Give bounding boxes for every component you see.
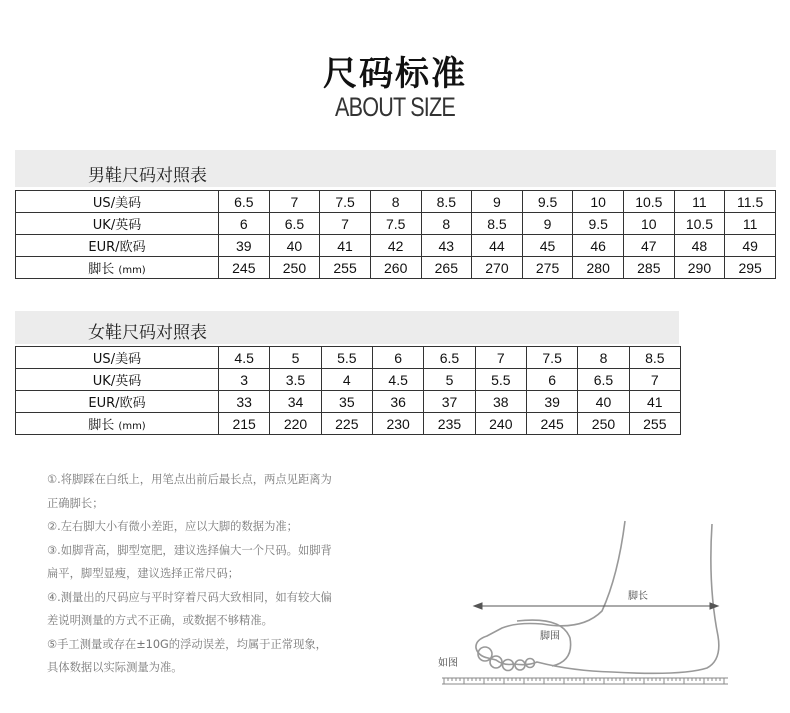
size-cell: 39 (526, 391, 577, 413)
row-header (16, 235, 219, 257)
size-cell: 270 (472, 257, 523, 279)
size-cell: 6 (526, 369, 577, 391)
size-cell: 42 (370, 235, 421, 257)
note-line: 差说明测量的方式不正确，或数据不够精准。 (47, 614, 273, 627)
size-cell: 6.5 (269, 213, 320, 235)
ruler (442, 678, 728, 684)
size-cell: 4 (321, 369, 372, 391)
row-header (16, 413, 219, 435)
size-cell: 44 (472, 235, 523, 257)
size-cell: 280 (573, 257, 624, 279)
row-header (16, 347, 219, 369)
size-cell: 7.5 (370, 213, 421, 235)
size-row (16, 347, 681, 369)
size-cell: 250 (578, 413, 629, 435)
size-cell: 7.5 (320, 191, 371, 213)
size-cell: 7 (269, 191, 320, 213)
foot-outline (476, 521, 719, 673)
size-cell: 8 (370, 191, 421, 213)
length-label: 脚长 (628, 591, 648, 602)
row-header (16, 213, 219, 235)
length-arrow (474, 603, 718, 609)
size-cell: 235 (424, 413, 475, 435)
women-size-table (15, 346, 681, 435)
size-cell: 3 (219, 369, 270, 391)
row-header-text: EUR/欧码 (88, 396, 146, 411)
size-cell: 225 (321, 413, 372, 435)
row-header (16, 369, 219, 391)
foot-measurement-diagram (432, 516, 732, 691)
size-cell: 5.5 (321, 347, 372, 369)
size-cell: 8.5 (629, 347, 680, 369)
size-cell: 7 (629, 369, 680, 391)
size-cell: 10.5 (624, 191, 675, 213)
row-header (16, 257, 219, 279)
size-cell: 49 (725, 235, 776, 257)
size-row (16, 191, 776, 213)
size-cell: 41 (629, 391, 680, 413)
row-header-text: EUR/欧码 (88, 240, 146, 255)
size-cell: 8.5 (472, 213, 523, 235)
note-line: ③.如脚背高，脚型宽肥，建议选择偏大一个尺码。如脚背 (47, 543, 332, 557)
row-header-text: US/美码 (92, 196, 142, 211)
size-cell: 41 (320, 235, 371, 257)
size-cell: 8.5 (421, 191, 472, 213)
size-cell: 34 (270, 391, 321, 413)
size-cell: 245 (526, 413, 577, 435)
size-cell: 5 (270, 347, 321, 369)
size-cell: 6 (372, 347, 423, 369)
size-cell: 7 (475, 347, 526, 369)
size-cell: 37 (424, 391, 475, 413)
size-cell: 47 (624, 235, 675, 257)
row-header (16, 191, 219, 213)
size-cell: 3.5 (270, 369, 321, 391)
size-cell: 8 (421, 213, 472, 235)
size-cell: 35 (321, 391, 372, 413)
size-cell: 6.5 (578, 369, 629, 391)
size-cell: 46 (573, 235, 624, 257)
measurement-notes (47, 468, 407, 680)
size-cell: 6.5 (219, 191, 270, 213)
size-cell: 4.5 (219, 347, 270, 369)
size-row (16, 391, 681, 413)
size-cell: 6.5 (424, 347, 475, 369)
size-cell: 5.5 (475, 369, 526, 391)
size-cell: 215 (219, 413, 270, 435)
note-line: 正确脚长； (47, 496, 104, 510)
size-cell: 275 (522, 257, 573, 279)
size-cell: 9 (522, 213, 573, 235)
note-line: ①.将脚踩在白纸上，用笔点出前后最长点，两点见距离为 (47, 473, 332, 486)
men-size-table (15, 190, 776, 279)
note-line: ④.测量出的尺码应与平时穿着尺码大致相同，如有较大偏 (47, 590, 332, 604)
size-row (16, 235, 776, 257)
size-cell: 8 (578, 347, 629, 369)
size-cell: 48 (674, 235, 725, 257)
row-header-unit: (mm) (118, 421, 146, 432)
size-cell: 245 (219, 257, 270, 279)
size-cell: 250 (269, 257, 320, 279)
row-header-text: 脚长 (88, 262, 115, 277)
size-row (16, 213, 776, 235)
note-line: ⑤手工测量或存在±10G的浮动误差，均属于正常现象， (47, 637, 327, 651)
size-cell: 11 (674, 191, 725, 213)
size-cell: 220 (270, 413, 321, 435)
size-cell: 33 (219, 391, 270, 413)
size-row (16, 413, 681, 435)
size-cell: 10 (624, 213, 675, 235)
size-cell: 255 (629, 413, 680, 435)
size-cell: 10 (573, 191, 624, 213)
row-header-text: 脚长 (88, 418, 115, 433)
note-line: 扁平，脚型显瘦，建议选择正常尺码； (47, 567, 240, 580)
size-cell: 9.5 (522, 191, 573, 213)
size-cell: 43 (421, 235, 472, 257)
size-cell: 11 (725, 213, 776, 235)
size-cell: 230 (372, 413, 423, 435)
example-label: 如图 (438, 658, 458, 669)
size-cell: 36 (372, 391, 423, 413)
women-table-label: 女鞋尺码对照表 (88, 323, 207, 343)
men-table-label: 男鞋尺码对照表 (88, 166, 207, 186)
size-cell: 5 (424, 369, 475, 391)
size-cell: 45 (522, 235, 573, 257)
size-cell: 9.5 (573, 213, 624, 235)
width-label: 脚围 (540, 631, 560, 642)
size-cell: 240 (475, 413, 526, 435)
size-cell: 9 (472, 191, 523, 213)
size-row (16, 369, 681, 391)
size-cell: 7.5 (526, 347, 577, 369)
size-cell: 40 (578, 391, 629, 413)
note-line: 具体数据以实际测量为准。 (47, 661, 183, 674)
row-header-text: UK/英码 (92, 374, 142, 389)
size-cell: 255 (320, 257, 371, 279)
row-header (16, 391, 219, 413)
size-cell: 260 (370, 257, 421, 279)
row-header-unit: (mm) (118, 265, 146, 276)
size-cell: 38 (475, 391, 526, 413)
size-cell: 7 (320, 213, 371, 235)
size-row (16, 257, 776, 279)
size-cell: 265 (421, 257, 472, 279)
size-cell: 290 (674, 257, 725, 279)
row-header-text: US/美码 (92, 352, 142, 367)
note-line: ②.左右脚大小有微小差距，应以大脚的数据为准； (47, 520, 298, 533)
size-cell: 6 (219, 213, 270, 235)
page-title: 尺码标准 (323, 54, 467, 94)
size-cell: 39 (219, 235, 270, 257)
size-cell: 40 (269, 235, 320, 257)
size-cell: 295 (725, 257, 776, 279)
size-cell: 4.5 (372, 369, 423, 391)
size-cell: 10.5 (674, 213, 725, 235)
page-subtitle: ABOUT SIZE (334, 92, 456, 122)
row-header-text: UK/英码 (92, 218, 142, 233)
size-cell: 11.5 (725, 191, 776, 213)
size-cell: 285 (624, 257, 675, 279)
